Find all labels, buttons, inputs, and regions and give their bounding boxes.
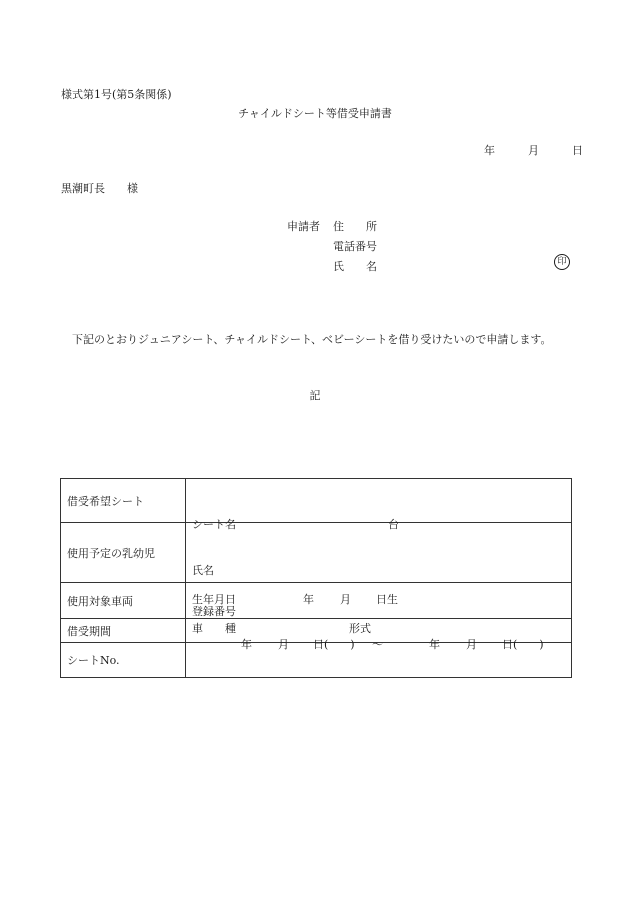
seat-unit-label: 台: [388, 517, 399, 531]
form-id: 様式第1号(第5条関係): [61, 88, 172, 101]
date-day: 日: [572, 144, 583, 157]
applicant-block: [287, 217, 377, 277]
seat-name-label: シート名: [192, 517, 236, 531]
child-name-label: 氏名: [192, 563, 214, 577]
application-table: [60, 478, 572, 678]
table-row-seat: [61, 479, 572, 523]
addressee: 黒潮町長 様: [61, 182, 138, 195]
date-line: [484, 142, 583, 158]
ki-heading: 記: [309, 389, 321, 402]
child-birth-year: 年: [303, 592, 314, 606]
vehicle-kind-label: 車 種: [192, 621, 236, 635]
applicant-heading: 申請者: [287, 220, 320, 233]
cell-period[interactable]: [186, 619, 572, 651]
date-year: 年: [484, 144, 495, 157]
child-birth-label: 生年月日: [192, 592, 236, 606]
page-title: チャイルドシート等借受申請書: [238, 107, 392, 120]
label-child: 使用予定の乳幼児: [61, 523, 186, 583]
period-start-month: 月: [278, 637, 289, 651]
period-end-year: 年: [429, 637, 440, 651]
cell-child[interactable]: [186, 523, 572, 606]
period-tilde: ～: [372, 637, 383, 651]
period-end-day: 日( ): [502, 637, 544, 651]
cell-seat[interactable]: [186, 479, 572, 531]
vehicle-reg-label: 登録番号: [192, 604, 236, 618]
address-label: 住 所: [333, 220, 377, 233]
period-end-month: 月: [466, 637, 477, 651]
name-label: 氏 名: [333, 260, 377, 273]
phone-label: 電話番号: [333, 240, 377, 253]
period-start-day: 日( ): [313, 637, 355, 651]
label-seat: 借受希望シート: [61, 479, 186, 523]
child-birth-day: 日生: [376, 592, 398, 606]
label-seat-no: シートNo.: [61, 643, 186, 678]
label-vehicle: 使用対象車両: [61, 583, 186, 619]
seal-mark: 印: [554, 254, 570, 270]
period-start-year: 年: [241, 637, 252, 651]
table-row-period: [61, 619, 572, 643]
body-text: 下記のとおりジュニアシート、チャイルドシート、ベビーシートを借り受けたいので申請します。: [72, 333, 552, 346]
child-birth-month: 月: [340, 592, 351, 606]
date-month: 月: [528, 144, 539, 157]
table-row-child: [61, 523, 572, 583]
label-period: 借受期間: [61, 619, 186, 643]
vehicle-model-label: 形式: [349, 621, 371, 635]
table-row-vehicle: [61, 583, 572, 619]
